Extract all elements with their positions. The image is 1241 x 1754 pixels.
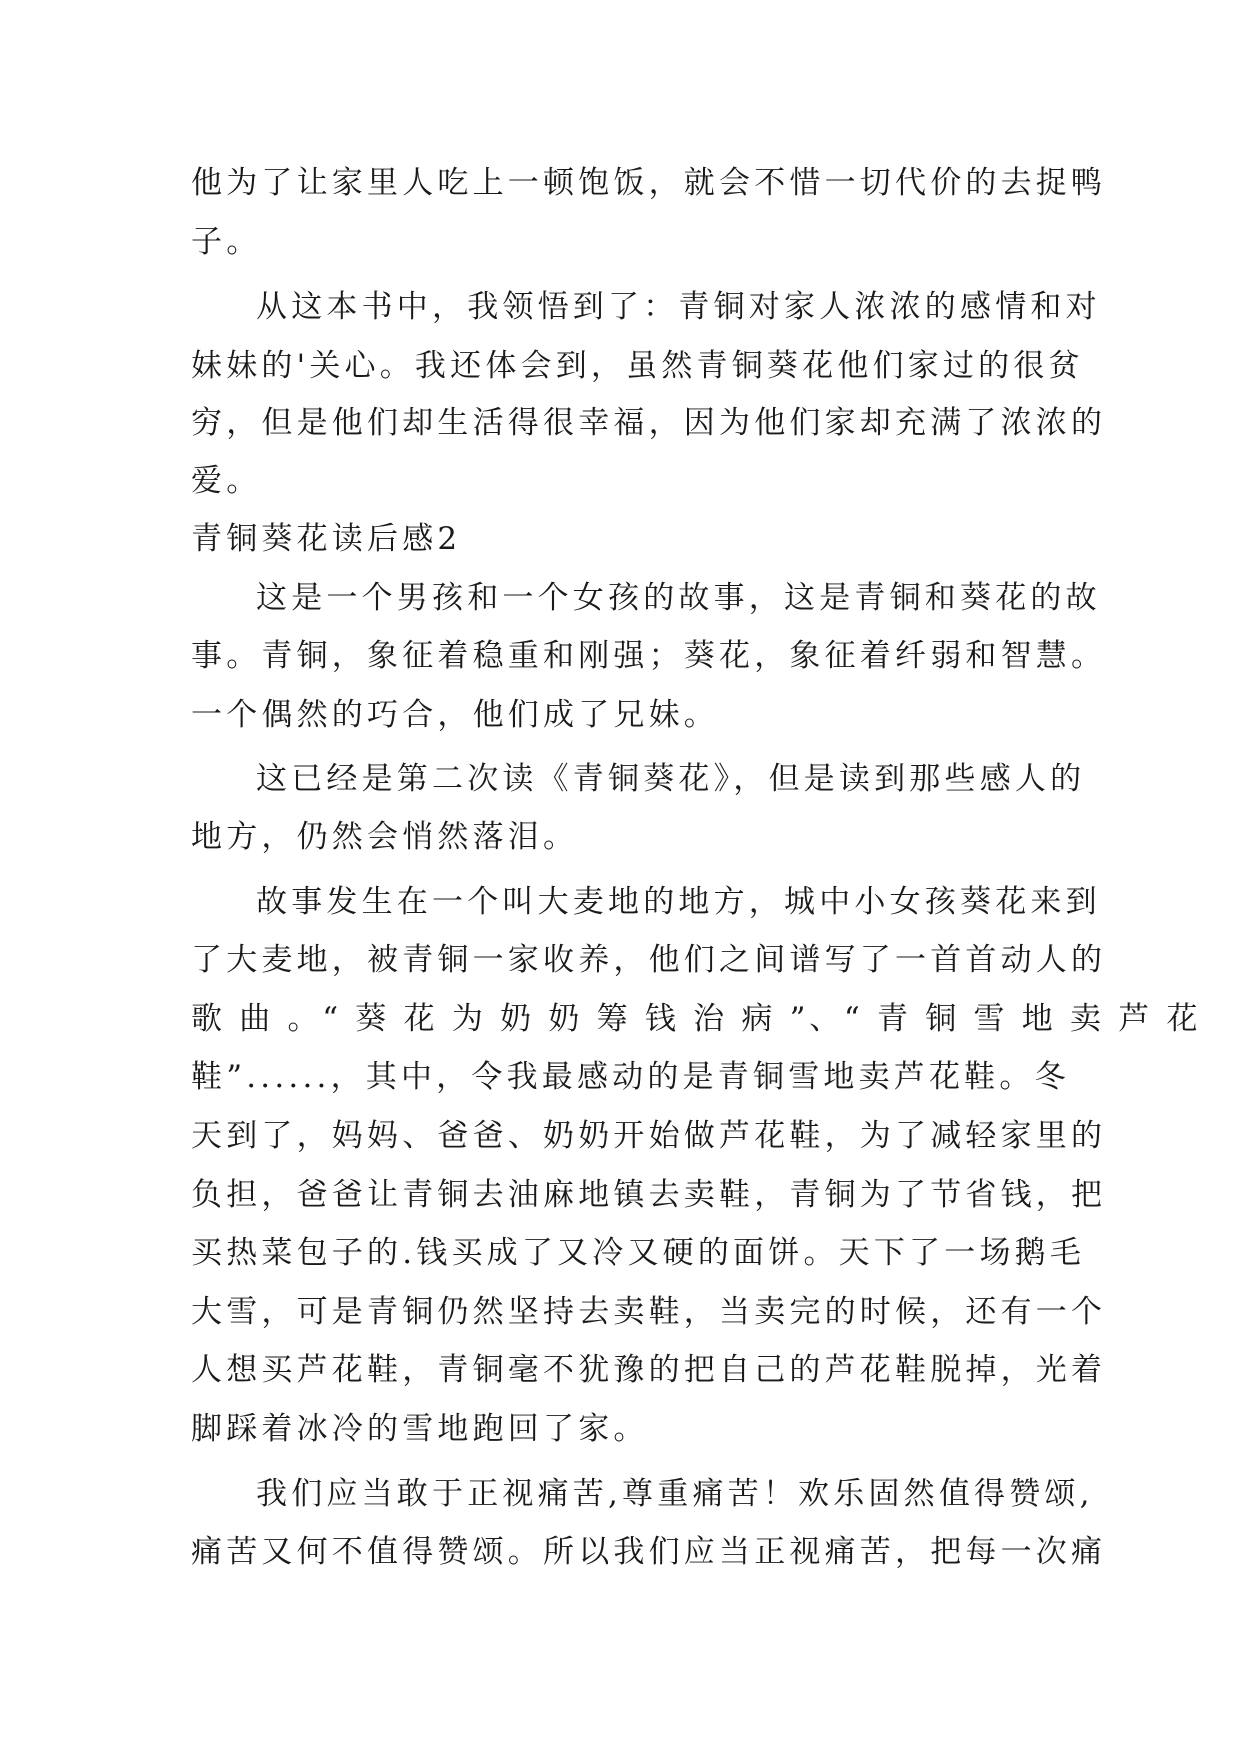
paragraph-start-line: 故事发生在一个叫大麦地的地方，城中小女孩葵花来到 <box>256 884 1101 920</box>
text-line-2: 子。 <box>191 224 262 260</box>
text-line-15: 歌 曲 。“ 葵 花 为 奶 奶 筹 钱 治 病 ”、“ 青 铜 雪 地 卖 芦 花 <box>191 1001 1202 1037</box>
text-line-14: 了大麦地，被青铜一家收养，他们之间谱写了一首首动人的 <box>191 942 1107 978</box>
text-line-1: 他为了让家里人吃上一顿饱饭，就会不惜一切代价的去捉鸭 <box>191 165 1107 201</box>
text-line-18: 负担，爸爸让青铜去油麻地镇去卖鞋，青铜为了节省钱，把 <box>191 1177 1107 1213</box>
text-line-12: 地方，仍然会悄然落泪。 <box>191 819 579 855</box>
paragraph-start-line: 这已经是第二次读《青铜葵花》，但是读到那些感人的 <box>256 761 1086 797</box>
text-line-20: 大雪，可是青铜仍然坚持去卖鞋，当卖完的时候，还有一个 <box>191 1294 1107 1330</box>
text-line-9: 事。青铜，象征着稳重和刚强；葵花，象征着纤弱和智慧。 <box>191 638 1107 674</box>
text-line-16: 鞋”......，其中，令我最感动的是青铜雪地卖芦花鞋。冬 <box>191 1059 1070 1095</box>
text-line-4: 妹妹的'关心。我还体会到，虽然青铜葵花他们家过的很贫 <box>191 348 1084 384</box>
text-line-21: 人想买芦花鞋，青铜毫不犹豫的把自己的芦花鞋脱掉，光着 <box>191 1352 1107 1388</box>
text-line-5: 穷，但是他们却生活得很幸福，因为他们家却充满了浓浓的 <box>191 405 1107 441</box>
paragraph-start-line: 这是一个男孩和一个女孩的故事，这是青铜和葵花的故 <box>256 580 1101 616</box>
section-heading: 青铜葵花读后感2 <box>191 521 462 557</box>
paragraph-start-line: 从这本书中，我领悟到了：青铜对家人浓浓的感情和对 <box>256 289 1101 325</box>
paragraph-start-line: 我们应当敢于正视痛苦,尊重痛苦！欢乐固然值得赞颂, <box>256 1476 1094 1512</box>
text-line-6: 爱。 <box>191 463 262 499</box>
text-line-19: 买热菜包子的.钱买成了又冷又硬的面饼。天下了一场鹅毛 <box>191 1235 1086 1271</box>
text-line-17: 天到了，妈妈、爸爸、奶奶开始做芦花鞋，为了减轻家里的 <box>191 1118 1107 1154</box>
text-line-24: 痛苦又何不值得赞颂。所以我们应当正视痛苦，把每一次痛 <box>191 1534 1107 1570</box>
text-line-22: 脚踩着冰冷的雪地跑回了家。 <box>191 1411 649 1447</box>
text-line-10: 一个偶然的巧合，他们成了兄妹。 <box>191 697 719 733</box>
